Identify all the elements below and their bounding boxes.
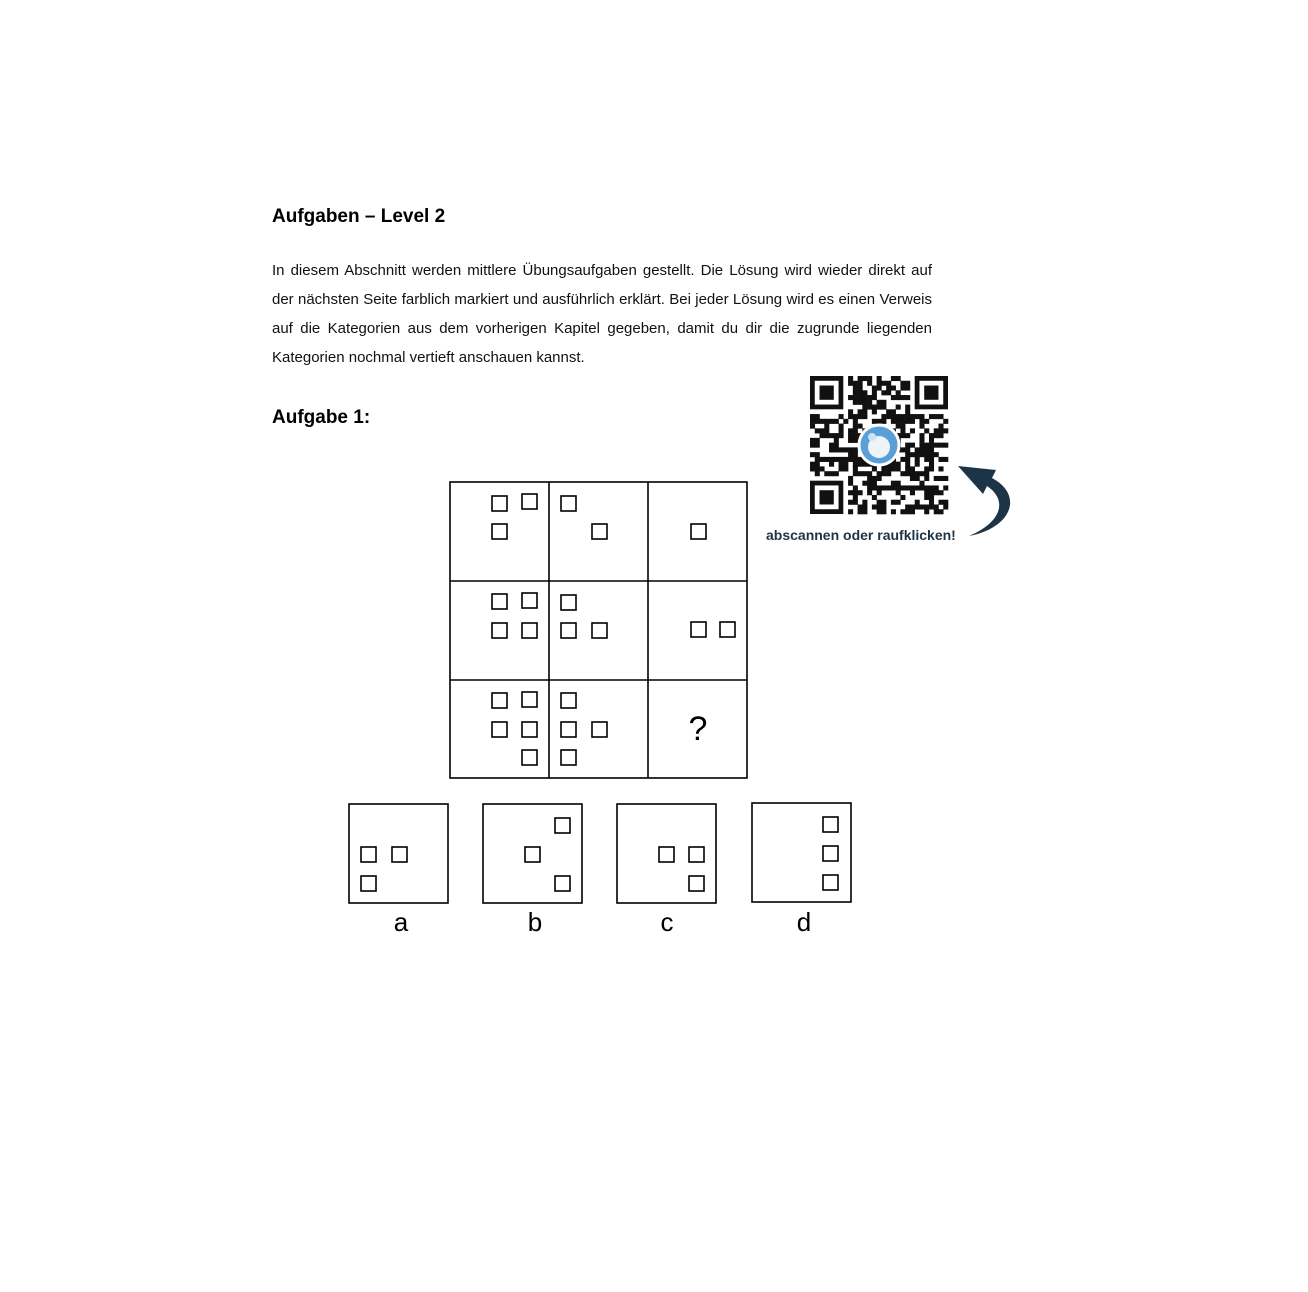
cell-1-2-square — [592, 524, 607, 539]
cell-3-1-square — [492, 722, 507, 737]
option-c[interactable] — [617, 804, 716, 937]
intro-paragraph: In diesem Abschnitt werden mittlere Übungsaufgaben gestellt. Die Lösung wird wieder direkt auf der nächsten Seite farblich markiert und ausführlich erklärt. Bei jeder Lösung wird es einen Verweis auf die Kategorien aus dem vorherigen Kapitel gegeben, damit du dir die zugrunde liegenden Kategorien nochmal vertieft anschauen kannst. — [272, 262, 932, 366]
option-label: a — [393, 907, 409, 937]
cell-3-2-square — [561, 722, 576, 737]
option-box[interactable] — [349, 804, 448, 903]
missing-mark: ? — [688, 710, 708, 748]
cell-1-1-square — [522, 494, 537, 509]
cell-2-2-square — [561, 595, 576, 610]
cell-3-2-square — [561, 750, 576, 765]
cell-2-2-square — [561, 623, 576, 638]
cell-3-2-square — [561, 693, 576, 708]
cell-2-1-square — [492, 594, 507, 609]
cell-1-1-square — [492, 496, 507, 511]
option-b[interactable] — [483, 804, 582, 937]
answer-options[interactable] — [349, 803, 851, 937]
cell-1-2-square — [561, 496, 576, 511]
task-title: Aufgabe 1: — [272, 407, 371, 428]
cell-1-1-square — [492, 524, 507, 539]
option-label: c — [660, 907, 674, 937]
option-label: b — [527, 907, 543, 937]
cell-2-1-square — [492, 623, 507, 638]
qr-caption[interactable]: abscannen oder raufklicken! — [766, 527, 956, 543]
cell-3-1-square — [522, 722, 537, 737]
cell-2-2-square — [592, 623, 607, 638]
option-box[interactable] — [617, 804, 716, 903]
option-label: d — [796, 907, 812, 937]
cell-2-3-square — [720, 622, 735, 637]
cell-3-1-square — [522, 692, 537, 707]
cell-3-1-square — [522, 750, 537, 765]
cell-2-1-square — [522, 593, 537, 608]
option-a[interactable] — [349, 804, 448, 937]
cell-2-1-square — [522, 623, 537, 638]
cell-1-3-square — [691, 524, 706, 539]
cell-3-2-square — [592, 722, 607, 737]
cell-3-1-square — [492, 693, 507, 708]
page-title: Aufgaben – Level 2 — [272, 206, 446, 227]
cell-2-3-square — [691, 622, 706, 637]
option-box[interactable] — [483, 804, 582, 903]
option-d[interactable] — [752, 803, 851, 937]
option-box[interactable] — [752, 803, 851, 902]
